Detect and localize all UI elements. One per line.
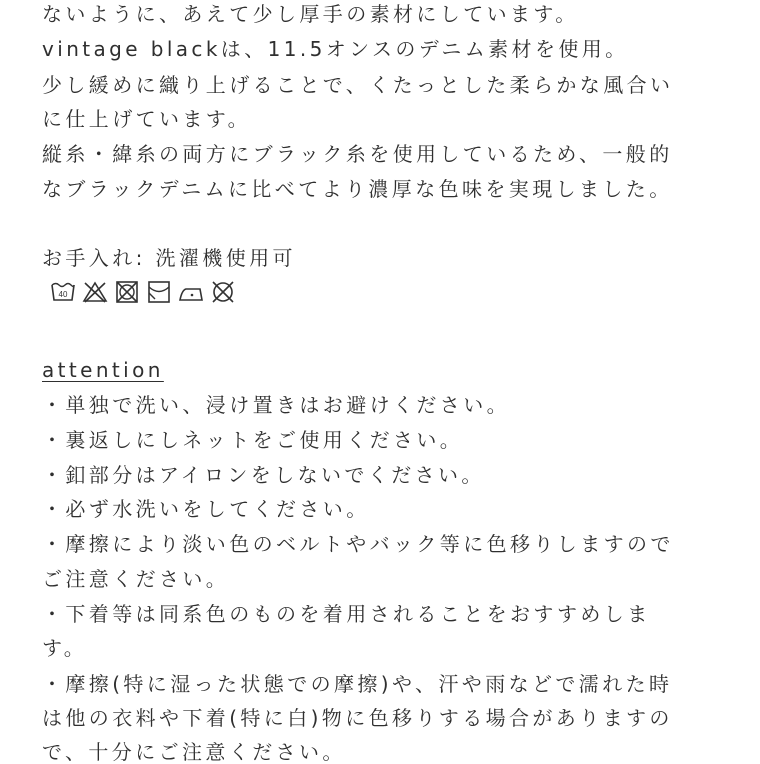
intro-line: 少し緩めに織り上げることで、くたっとした柔らかな風合い	[42, 73, 674, 97]
attention-line: で、十分にご注意ください。	[42, 740, 346, 764]
attention-line: は他の衣料や下着(特に白)物に色移りする場合がありますの	[42, 706, 673, 730]
iron-low-icon	[178, 280, 204, 304]
intro-line: vintage blackは、11.5オンスのデニム素材を使用。	[42, 37, 629, 61]
attention-line: ・下着等は同系色のものを着用されることをおすすめしま	[42, 602, 651, 626]
wash-temperature: 40	[58, 290, 68, 299]
intro-line: なブラックデニムに比べてより濃厚な色味を実現しました。	[42, 177, 673, 201]
attention-heading: attention	[42, 358, 164, 382]
attention-line: ・単独で洗い、浸け置きはお避けください。	[42, 393, 510, 417]
attention-line: ・必ず水洗いをしてください。	[42, 497, 370, 521]
attention-line: す。	[42, 636, 88, 660]
no-dry-clean-icon	[210, 280, 236, 304]
attention-line: ・摩擦(特に湿った状態での摩擦)や、汗や雨などで濡れた時	[42, 672, 673, 696]
intro-line: ないように、あえて少し厚手の素材にしています。	[42, 2, 579, 26]
attention-line: ご注意ください。	[42, 567, 230, 591]
care-label: お手入れ: 洗濯機使用可	[42, 246, 296, 270]
no-bleach-icon	[82, 280, 108, 304]
care-icons	[50, 278, 236, 306]
attention-line: ・裏返しにしネットをご使用ください。	[42, 428, 464, 452]
attention-line: ・摩擦により淡い色のベルトやバック等に色移りしますので	[42, 532, 674, 556]
intro-line: に仕上げています。	[42, 107, 251, 131]
no-tumble-dry-icon	[114, 280, 140, 304]
wash-40-icon	[50, 280, 76, 304]
attention-line: ・釦部分はアイロンをしないでください。	[42, 463, 485, 487]
line-dry-icon	[146, 280, 172, 304]
intro-line: 縦糸・緯糸の両方にブラック糸を使用しているため、一般的	[42, 142, 673, 166]
